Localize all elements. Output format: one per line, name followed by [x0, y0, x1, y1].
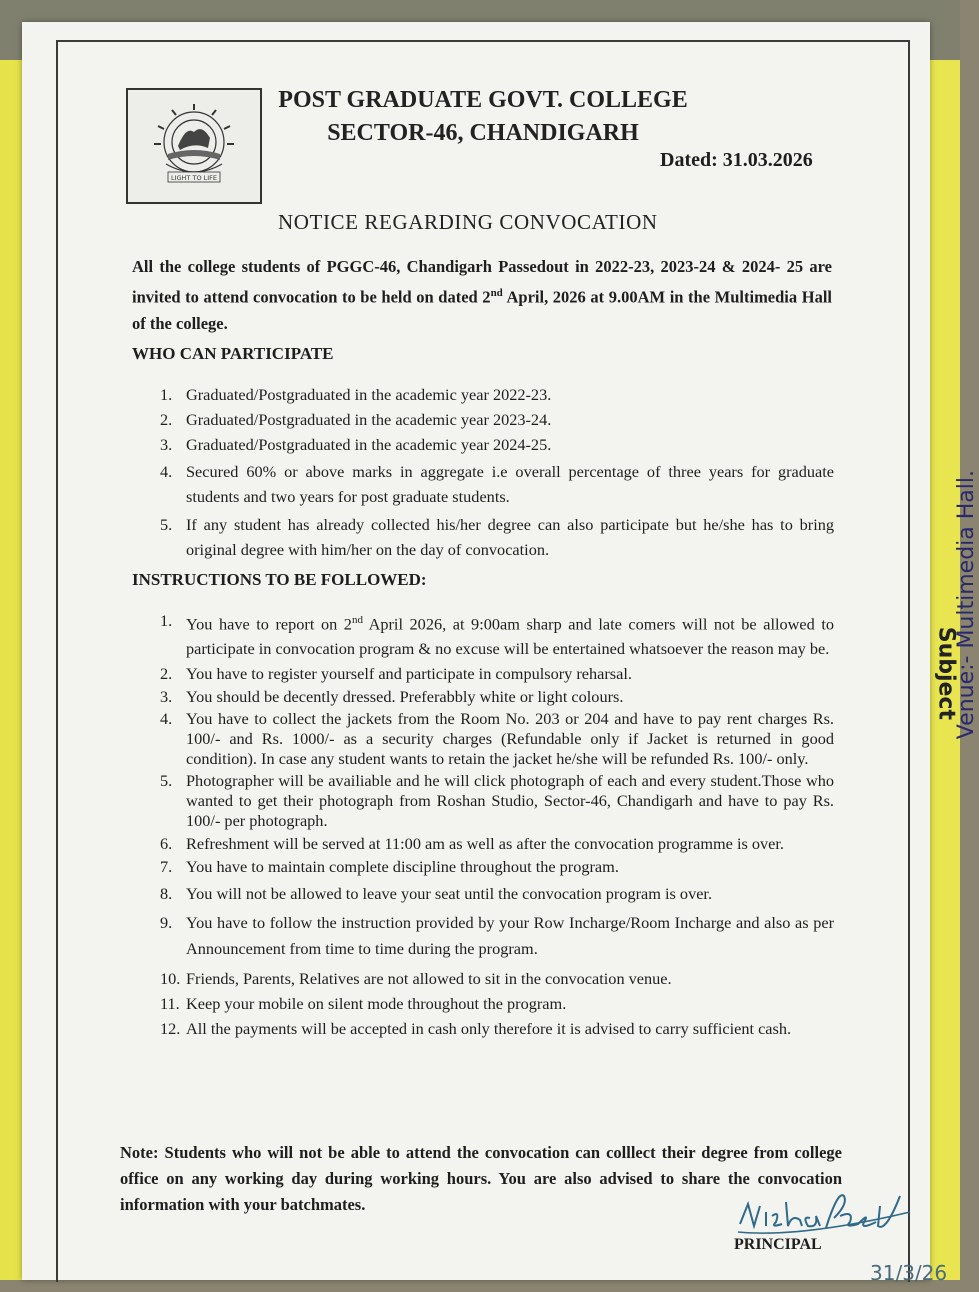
list-item-text: You should be decently dressed. Preferabbly white or light colours. [186, 687, 624, 707]
list-item [154, 709, 834, 769]
list-item-text: Graduated/Postgraduated in the academic year 2022-23. [186, 385, 552, 404]
list-item-number: 3. [160, 435, 173, 454]
list-item [154, 409, 834, 431]
list-item [154, 883, 834, 904]
college-name-line1: POST GRADUATE GOVT. COLLEGE [278, 87, 688, 113]
list-item-number: 5. [160, 515, 173, 534]
list-item-number: 6. [160, 834, 173, 854]
list-item-number: 4. [160, 709, 173, 729]
list-item-text: You have to follow the instruction provided by your Row Incharge/Room Incharge and also as per Announcement from time to time during the program. [186, 913, 834, 959]
list-item-text: All the payments will be accepted in cash only therefore it is advised to carry sufficient cash. [186, 1019, 792, 1039]
list-item [154, 910, 834, 962]
list-item-text: You will not be allowed to leave your seat until the convocation program is over. [186, 884, 713, 904]
list-item [154, 459, 834, 509]
side-subject-label: Subject [933, 626, 958, 720]
logo-motto-text: LIGHT TO LIFE [170, 174, 218, 182]
list-item-number: 4. [160, 462, 173, 481]
list-item-text: Friends, Parents, Relatives are not allowed to sit in the convocation venue. [186, 969, 672, 989]
list-item [154, 686, 834, 707]
list-item-sup: nd [351, 614, 363, 626]
instructions-list [154, 608, 834, 1039]
notice-title: NOTICE REGARDING CONVOCATION [278, 210, 658, 234]
intro-sup: nd [490, 287, 503, 299]
who-can-participate-heading: WHO CAN PARTICIPATE [132, 344, 334, 363]
list-item [154, 856, 834, 877]
list-item-number: 11. [160, 994, 180, 1014]
list-item-number: 1. [160, 385, 173, 404]
instructions-heading: INSTRUCTIONS TO BE FOLLOWED: [132, 570, 427, 589]
intro-paragraph [132, 254, 832, 337]
list-item-number: 2. [160, 410, 173, 429]
list-item-text: Refreshment will be served at 11:00 am as well as after the convocation programme is over. [186, 834, 784, 854]
list-item-number: 1. [160, 611, 173, 630]
handwritten-side-note: Venue:- Multimedia Hall. [954, 470, 979, 740]
list-item-number: 8. [160, 884, 173, 904]
list-item [154, 833, 834, 854]
list-item [154, 384, 834, 406]
list-item-text: Graduated/Postgraduated in the academic year 2023-24. [186, 410, 552, 429]
list-item [154, 993, 834, 1014]
college-name-line2: SECTOR-46, CHANDIGARH [327, 120, 639, 146]
college-name [268, 84, 698, 150]
participation-criteria-list [154, 384, 834, 562]
principal-label: PRINCIPAL [734, 1236, 822, 1253]
intro-text-2: April, 2026 at 9.00AM in the Multimedia Hall of the college. [132, 287, 832, 333]
list-item-number: 12. [160, 1019, 181, 1039]
list-item-number: 10. [160, 969, 181, 989]
list-item-text: You have to register yourself and participate in compulsory reharsal. [186, 664, 632, 684]
list-item-number: 7. [160, 857, 173, 877]
list-item [154, 1018, 834, 1039]
list-item-number: 2. [160, 664, 173, 684]
intro-text-1: All the college students of PGGC-46, Chandigarh Passedout in 2022-23, 2023-24 & 2024- 25 are invited to attend convocation to be held on dated 2 [132, 257, 832, 307]
list-item [154, 663, 834, 684]
list-item-text: Graduated/Postgraduated in the academic year 2024-25. [186, 435, 552, 454]
list-item-text: You have to collect the jackets from the Room No. 203 or 204 and have to pay rent charges Rs. 100/- and Rs. 1000/- as a security charges (Refundable only if Jacket is returned in good condition). In case any student wants to retain the jacket he/she will be refunded Rs. 100/- only. [186, 709, 834, 769]
note-paragraph: Note: Students who will not be able to attend the convocation can colllect their degree from college office on any working day during working hours. You are also advised to share the convocation information with your batchmates. [120, 1143, 842, 1214]
list-item-number: 3. [160, 687, 173, 707]
list-item-text: You have to report on 2 [186, 614, 352, 634]
list-item-text: You have to maintain complete discipline throughout the program. [186, 857, 619, 877]
signature-date: 31/3/26 [870, 1261, 948, 1285]
list-item-number: 5. [160, 771, 173, 791]
list-item [154, 771, 834, 831]
list-item-text: April 2026, at 9:00am sharp and late comers will not be allowed to participate in convocation program & no excuse will be entertained whatsoever the reason may be. [186, 614, 834, 659]
college-emblem-icon [128, 90, 260, 202]
list-item [154, 608, 834, 661]
list-item-text: Keep your mobile on silent mode throughout the program. [186, 994, 567, 1014]
list-item-text: Photographer will be availiable and he will click photograph of each and every student.Those who wanted to get their photograph from Roshan Studio, Sector-46, Chandigarh and have to pay Rs. 100/- per photograph. [186, 771, 834, 831]
list-item-number: 9. [160, 913, 173, 933]
list-item [154, 968, 834, 989]
list-item-text: If any student has already collected his/her degree can also participate but he/she has to bring original degree with him/her on the day of convocation. [186, 515, 834, 559]
notice-date: Dated: 31.03.2026 [660, 149, 813, 171]
college-logo [126, 88, 262, 204]
list-item-text: Secured 60% or above marks in aggregate i.e overall percentage of three years for graduate students and two years for post graduate students. [186, 462, 834, 506]
list-item [154, 512, 834, 562]
list-item [154, 434, 834, 456]
